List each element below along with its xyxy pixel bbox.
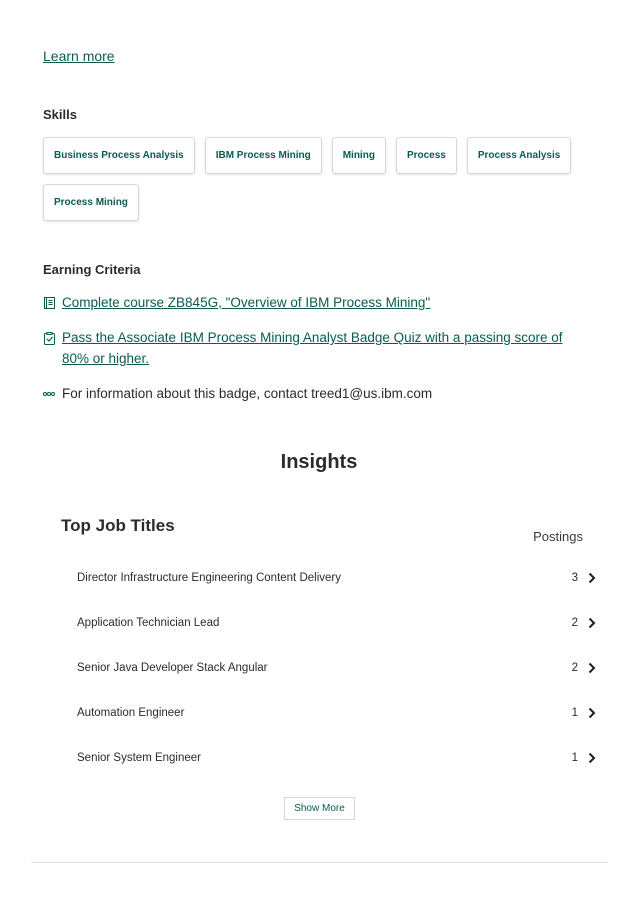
more-dots-icon: [43, 387, 55, 401]
top-job-titles-heading: Top Job Titles: [61, 516, 175, 535]
clipboard-check-icon: [43, 331, 55, 345]
postings-count: 1: [571, 706, 578, 719]
job-title: Senior System Engineer: [77, 751, 202, 764]
job-title: Application Technician Lead: [77, 616, 220, 629]
skill-tag[interactable]: Mining: [332, 137, 386, 174]
job-title-row[interactable]: [77, 600, 597, 645]
postings-heading: Postings: [533, 529, 583, 544]
skill-tag[interactable]: Process: [396, 137, 457, 174]
skill-tag[interactable]: IBM Process Mining: [205, 137, 322, 174]
chevron-right-icon[interactable]: [587, 662, 597, 674]
earning-criteria-list: [43, 292, 603, 418]
skill-tag[interactable]: Process Analysis: [467, 137, 571, 174]
show-more-button[interactable]: Show More: [284, 797, 355, 820]
criteria-item: [43, 383, 603, 404]
postings-count: 3: [571, 571, 578, 584]
earning-criteria-heading: Earning Criteria: [43, 262, 141, 277]
chevron-right-icon[interactable]: [587, 572, 597, 584]
chevron-right-icon[interactable]: [587, 617, 597, 629]
skill-tag[interactable]: Process Mining: [43, 184, 139, 221]
criteria-item: [43, 327, 603, 369]
divider: [31, 862, 608, 863]
postings-count: 2: [571, 661, 578, 674]
job-title-row[interactable]: [77, 690, 597, 735]
postings-count: 1: [571, 751, 578, 764]
insights-title: Insights: [280, 451, 358, 473]
course-icon: [43, 296, 55, 310]
chevron-right-icon[interactable]: [587, 752, 597, 764]
criteria-quiz-link[interactable]: Pass the Associate IBM Process Mining Analyst Badge Quiz with a passing score of 80% or higher.: [62, 330, 563, 366]
job-title-row[interactable]: [77, 555, 597, 600]
job-titles-list: [77, 555, 597, 780]
skills-heading: Skills: [43, 107, 77, 122]
criteria-item: [43, 292, 603, 313]
job-title-row[interactable]: [77, 645, 597, 690]
postings-count: 2: [571, 616, 578, 629]
skills-list: [43, 137, 603, 221]
criteria-course-link[interactable]: Complete course ZB845G, "Overview of IBM Process Mining": [62, 295, 431, 310]
skill-tag[interactable]: Business Process Analysis: [43, 137, 195, 174]
criteria-contact-text: For information about this badge, contact treed1@us.ibm.com: [62, 386, 433, 401]
job-title-row[interactable]: [77, 735, 597, 780]
job-title: Director Infrastructure Engineering Content Delivery: [77, 571, 341, 584]
job-title: Senior Java Developer Stack Angular: [77, 661, 268, 674]
learn-more-link[interactable]: Learn more: [43, 48, 115, 64]
job-title: Automation Engineer: [77, 706, 185, 719]
chevron-right-icon[interactable]: [587, 707, 597, 719]
